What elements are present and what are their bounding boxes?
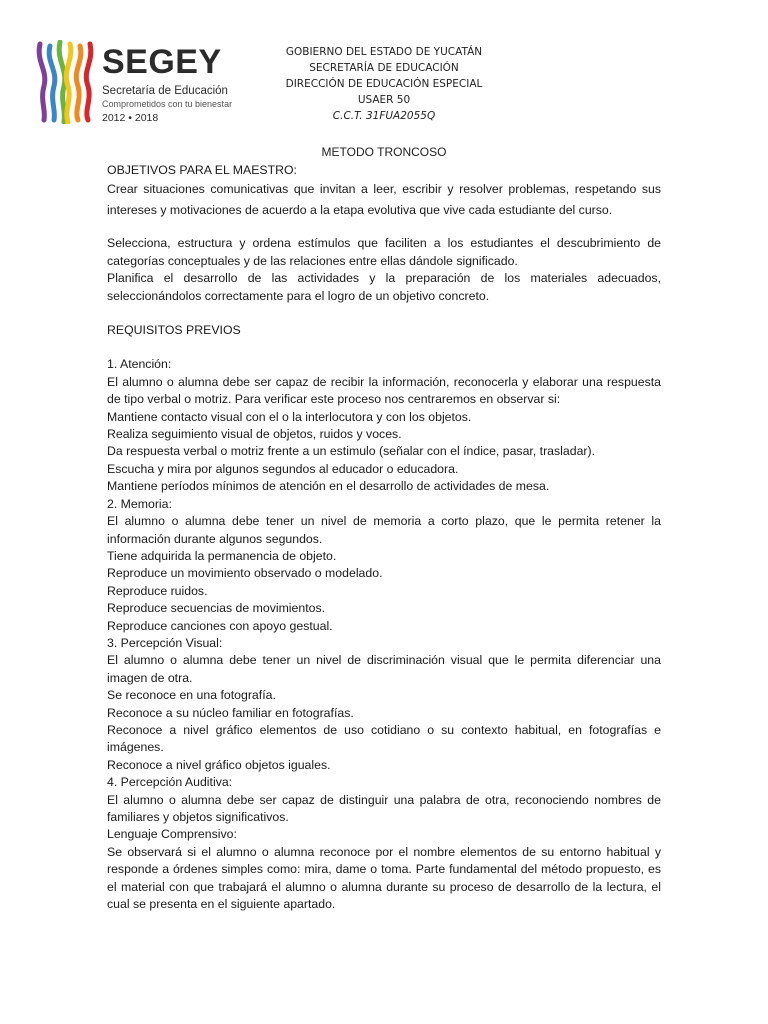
atencion-heading: 1. Atención: [107,357,172,372]
list-item: Mantiene contacto visual con el o la interlocutora y con los objetos. [107,409,472,424]
header-usaer: USAER 50 [357,94,411,106]
atencion-intro: El alumno o alumna debe ser capaz de recibir la información, reconocerla y elaborar una respuesta de tipo verbal o motriz. Para verificar este proceso nos centraremos en observar si: [107,374,661,407]
objetivos-heading: OBJETIVOS PARA EL MAESTRO: [107,163,297,177]
segey-emblem-icon [34,40,98,124]
lenguaje-heading: Lenguaje Comprensivo: [107,827,237,842]
letterhead [250,44,518,124]
logo-name: SEGEY [102,43,222,81]
header-direccion: DIRECCIÓN DE EDUCACIÓN ESPECIAL [285,78,483,90]
segey-logo [34,40,244,126]
requisitos-heading: REQUISITOS PREVIOS [107,323,241,338]
document-body [107,162,661,913]
list-item: Se reconoce en una fotografía. [107,688,276,703]
logo-subtitle: Secretaría de Educación [102,85,228,97]
list-item: Reproduce un movimiento observado o modelado. [107,566,383,581]
header-government: GOBIERNO DEL ESTADO DE YUCATÁN [285,46,483,58]
header-secretaria: SECRETARÍA DE EDUCACIÓN [309,62,459,74]
paragraph-crear: Crear situaciones comunicativas que invitan a leer, escribir y resolver problemas, respetando sus intereses y motivaciones de acuerdo a la etapa evolutiva que vive cada estudiante del curso. [107,182,661,218]
list-item: Reproduce secuencias de movimientos. [107,601,326,616]
header-cct: C.C.T. 31FUA2055Q [332,110,436,122]
memoria-intro: El alumno o alumna debe tener un nivel de memoria a corto plazo, que le permita retener la información durante algunos segundos. [107,514,661,546]
document-title: METODO TRONCOSO [321,145,447,159]
paragraph-selecciona: Selecciona, estructura y ordena estímulos que faciliten a los estudiantes el descubrimiento de categorías conceptuales y de las relaciones entre ellas dándole significado. [107,236,661,268]
list-item: Realiza seguimiento visual de objetos, ruidos y voces. [107,427,402,442]
list-item: Reconoce a su núcleo familiar en fotografías. [107,705,354,720]
list-item: Reconoce a nivel gráfico elementos de uso cotidiano o su contexto habitual, en fotografías e imágenes. [107,722,661,755]
lenguaje-text: Se observará si el alumno o alumna reconoce por el nombre elementos de su entorno habitual y responde a órdenes simples como: mira, dame o toma. Parte fundamental del método propuesto, es el material con que trabajará el alumno o alumna durante su proceso de desarrollo de la lectura, el cual se presenta en el siguiente apartado. [107,844,661,912]
list-item: Da respuesta verbal o motriz frente a un estimulo (señalar con el índice, pasar, trasladar). [107,444,596,459]
memoria-heading: 2. Memoria: [107,496,172,511]
paragraph-planifica: Planifica el desarrollo de las actividades y la preparación de los materiales adecuados, seleccionándolos correctamente para el logro de un objetivo concreto. [107,271,661,303]
auditiva-heading: 4. Percepción Auditiva: [107,775,233,790]
visual-heading: 3. Percepción Visual: [107,635,223,650]
list-item: Reproduce ruidos. [107,583,208,598]
list-item: Escucha y mira por algunos segundos al educador o educadora. [107,461,459,476]
list-item: Tiene adquirida la permanencia de objeto. [107,548,337,563]
visual-intro: El alumno o alumna debe tener un nivel de discriminación visual que le permita diferenciar una imagen de otra. [107,653,661,685]
list-item: Reconoce a nivel gráfico objetos iguales. [107,757,331,772]
logo-years: 2012 • 2018 [102,112,159,124]
list-item: Reproduce canciones con apoyo gestual. [107,618,333,633]
auditiva-intro: El alumno o alumna debe ser capaz de distinguir una palabra de otra, reconociendo nombres de familiares y objetos significativos. [107,792,661,824]
list-item: Mantiene períodos mínimos de atención en el desarrollo de actividades de mesa. [107,479,550,494]
logo-tagline: Comprometidos con tu bienestar [102,99,233,109]
